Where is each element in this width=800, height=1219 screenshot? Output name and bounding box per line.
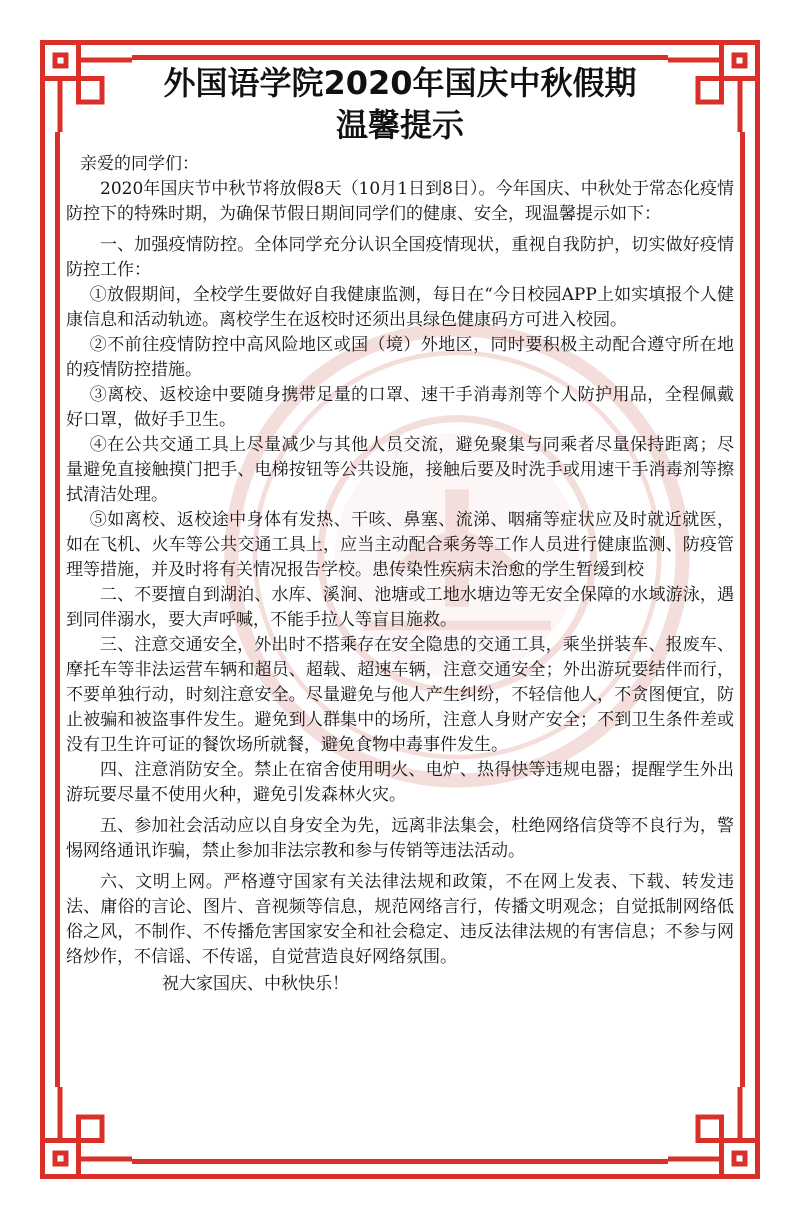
notice-body xyxy=(66,152,734,997)
notice-document xyxy=(66,62,734,997)
corner-ornament-bottom-right xyxy=(668,1087,760,1179)
section-1-item-4: ④在公共交通工具上尽量减少与其他人员交流，避免聚集与同乘者尽量保持距离；尽量避免直接触摸门把手、电梯按钮等公共设施，接触后要及时洗手或用速干手消毒剂等擦拭清洁处理。 xyxy=(66,435,734,505)
section-3: 三、注意交通安全，外出时不搭乘存在安全隐患的交通工具，乘坐拼装车、报废车、摩托车等非法运营车辆和超员、超载、超速车辆，注意交通安全；外出游玩要结伴而行，不要单独行动，时刻注意安全。尽量避免与他人产生纠纷，不轻信他人，不贪图便宜，防止被骗和被盗事件发生。避免到人群集中的场所，注意人身财产安全；不到卫生条件差或没有卫生许可证的餐饮场所就餐，避免食物中毒事件发生。 xyxy=(66,635,734,755)
section-1-item-3: ③离校、返校途中要随身携带足量的口罩、速干手消毒剂等个人防护用品，全程佩戴好口罩，做好手卫生。 xyxy=(66,385,734,430)
section-6: 六、文明上网。严格遵守国家有关法律法规和政策，不在网上发表、下载、转发违法、庸俗的言论、图片、音视频等信息，规范网络言行，传播文明观念；自觉抵制网络低俗之风，不制作、不传播危害国家安全和社会稳定、违反法律法规的有害信息；不参与网络炒作，不信谣、不传谣，自觉营造良好网络氛围。 xyxy=(66,872,734,967)
corner-ornament-bottom-left xyxy=(40,1087,132,1179)
section-1-item-1: ①放假期间，全校学生要做好自我健康监测，每日在“今日校园APP上如实填报个人健康信息和活动轨迹。离校学生在返校时还须出具绿色健康码方可进入校园。 xyxy=(66,285,734,330)
section-1-item-5: ⑤如离校、返校途中身体有发热、干咳、鼻塞、流涕、咽痛等症状应及时就近就医，如在飞机、火车等公共交通工具上，应当主动配合乘务等工作人员进行健康监测、防疫管理等措施，并及时将有关情况报告学校。患传染性疾病未治愈的学生暂缓到校 xyxy=(66,510,734,580)
notice-title xyxy=(66,62,734,146)
greeting: 亲爱的同学们： xyxy=(80,154,199,174)
section-2: 二、不要擅自到湖泊、水库、溪涧、池塘或工地水塘边等无安全保障的水域游泳，遇到同伴溺水，要大声呼喊，不能手拉人等盲目施救。 xyxy=(66,585,734,630)
title-line-2: 温馨提示 xyxy=(335,106,464,144)
intro-paragraph: 2020年国庆节中秋节将放假8天（10月1日到8日）。今年国庆、中秋处于常态化疫情防控下的特殊时期，为确保节假日期间同学们的健康、安全，现温馨提示如下： xyxy=(66,179,734,224)
closing-wish: 祝大家国庆、中秋快乐！ xyxy=(162,974,349,994)
section-5: 五、参加社会活动应以自身安全为先，远离非法集会，杜绝网络信贷等不良行为，警惕网络通讯诈骗，禁止参加非法宗教和参与传销等违法活动。 xyxy=(66,816,734,861)
title-line-1: 外国语学院2020年国庆中秋假期 xyxy=(163,64,637,102)
section-4: 四、注意消防安全。禁止在宿舍使用明火、电炉、热得快等违规电器；提醒学生外出游玩要尽量不使用火种，避免引发森林火灾。 xyxy=(66,760,734,805)
section-1-item-2: ②不前往疫情防控中高风险地区或国（境）外地区，同时要积极主动配合遵守所在地的疫情防控措施。 xyxy=(66,335,734,380)
section-1-heading: 一、加强疫情防控。全体同学充分认识全国疫情现状，重视自我防护，切实做好疫情防控工作： xyxy=(66,235,734,280)
